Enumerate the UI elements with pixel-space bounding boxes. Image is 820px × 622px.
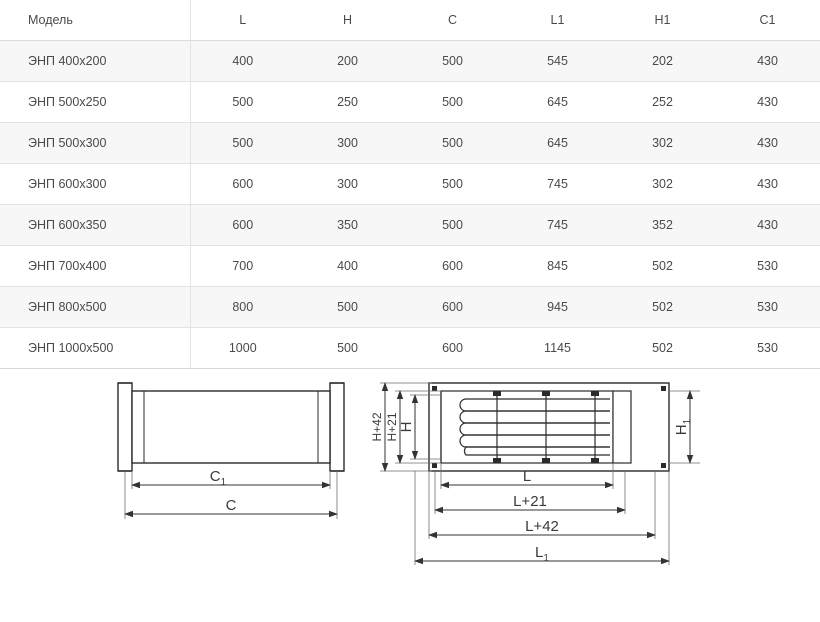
cell-l1: 745 — [505, 164, 610, 205]
dim-c-label: C — [225, 497, 237, 514]
table-header — [0, 0, 820, 41]
cell-l: 700 — [190, 246, 295, 287]
dimension-h-plus-42 — [370, 383, 385, 471]
cell-h: 250 — [295, 82, 400, 123]
dimension-c1 — [132, 468, 330, 488]
cell-l: 800 — [190, 287, 295, 328]
dimension-h1 — [673, 391, 693, 463]
cell-l: 600 — [190, 164, 295, 205]
cell-c1: 530 — [715, 328, 820, 369]
cell-h1: 502 — [610, 287, 715, 328]
cell-h1: 302 — [610, 164, 715, 205]
column-header-model: Модель — [0, 0, 190, 41]
column-header-c1: C1 — [715, 0, 820, 41]
technical-drawings — [0, 369, 820, 614]
cell-l: 400 — [190, 41, 295, 82]
dim-l1-subscript: 1 — [543, 553, 549, 564]
cell-model: ЭНП 400х200 — [0, 41, 190, 82]
cell-l: 1000 — [190, 328, 295, 369]
cell-model: ЭНП 1000х500 — [0, 328, 190, 369]
cell-model: ЭНП 600х300 — [0, 164, 190, 205]
cell-c: 500 — [400, 164, 505, 205]
cell-c: 600 — [400, 287, 505, 328]
cell-l1: 945 — [505, 287, 610, 328]
cell-h: 350 — [295, 205, 400, 246]
side-view-drawing — [118, 383, 344, 519]
table-body — [0, 41, 820, 369]
cell-h1: 352 — [610, 205, 715, 246]
cell-l1: 1145 — [505, 328, 610, 369]
front-view-drawing — [370, 383, 700, 565]
table-row — [0, 205, 820, 246]
cell-l: 500 — [190, 82, 295, 123]
cell-h1: 502 — [610, 246, 715, 287]
dim-h-plus-21-label: H+21 — [385, 412, 399, 442]
cell-c1: 430 — [715, 205, 820, 246]
cell-c: 600 — [400, 328, 505, 369]
cell-l: 500 — [190, 123, 295, 164]
cell-h1: 202 — [610, 41, 715, 82]
cell-h1: 252 — [610, 82, 715, 123]
cell-l1: 845 — [505, 246, 610, 287]
cell-model: ЭНП 800х500 — [0, 287, 190, 328]
column-header-l: L — [190, 0, 295, 41]
cell-h: 300 — [295, 123, 400, 164]
cell-h: 500 — [295, 287, 400, 328]
dim-c1-subscript: 1 — [220, 477, 227, 488]
cell-c1: 530 — [715, 287, 820, 328]
dim-h1-subscript: 1 — [682, 418, 693, 425]
dimension-c — [125, 497, 337, 514]
cell-l1: 645 — [505, 82, 610, 123]
dim-l1-label: L — [535, 544, 544, 561]
cell-h: 200 — [295, 41, 400, 82]
cell-c: 500 — [400, 82, 505, 123]
table-row — [0, 287, 820, 328]
column-header-h: H — [295, 0, 400, 41]
dim-c1-label: C — [209, 468, 221, 485]
cell-l: 600 — [190, 205, 295, 246]
column-header-c: C — [400, 0, 505, 41]
cell-c1: 530 — [715, 246, 820, 287]
drawings-svg — [0, 369, 820, 614]
dim-l-plus-21-label: L+21 — [513, 493, 547, 510]
cell-c: 500 — [400, 41, 505, 82]
dim-h-plus-42-label: H+42 — [370, 412, 384, 442]
column-header-h1: H1 — [610, 0, 715, 41]
dim-l-label: L — [522, 468, 532, 485]
cell-model: ЭНП 700х400 — [0, 246, 190, 287]
cell-l1: 545 — [505, 41, 610, 82]
table-row — [0, 82, 820, 123]
cell-h: 500 — [295, 328, 400, 369]
cell-h1: 302 — [610, 123, 715, 164]
cell-model: ЭНП 600х350 — [0, 205, 190, 246]
dim-h1-label: H — [673, 424, 690, 436]
cell-h: 400 — [295, 246, 400, 287]
cell-l1: 645 — [505, 123, 610, 164]
dim-h-label: H — [398, 421, 415, 433]
cell-h: 300 — [295, 164, 400, 205]
dimension-l-plus-21 — [435, 493, 625, 510]
cell-l1: 745 — [505, 205, 610, 246]
cell-h1: 502 — [610, 328, 715, 369]
dimension-h — [398, 395, 415, 459]
table-row — [0, 164, 820, 205]
column-header-l1: L1 — [505, 0, 610, 41]
table-row — [0, 328, 820, 369]
cell-c1: 430 — [715, 41, 820, 82]
table-row — [0, 123, 820, 164]
dimension-l1 — [415, 544, 669, 564]
table-header-row — [0, 0, 820, 41]
cell-model: ЭНП 500х250 — [0, 82, 190, 123]
cell-c: 500 — [400, 123, 505, 164]
cell-c1: 430 — [715, 82, 820, 123]
dimension-l-plus-42 — [429, 518, 655, 535]
cell-c: 600 — [400, 246, 505, 287]
cell-c1: 430 — [715, 164, 820, 205]
dim-l-plus-42-label: L+42 — [525, 518, 559, 535]
table-row — [0, 41, 820, 82]
cell-c: 500 — [400, 205, 505, 246]
table-row — [0, 246, 820, 287]
cell-model: ЭНП 500х300 — [0, 123, 190, 164]
cell-c1: 430 — [715, 123, 820, 164]
